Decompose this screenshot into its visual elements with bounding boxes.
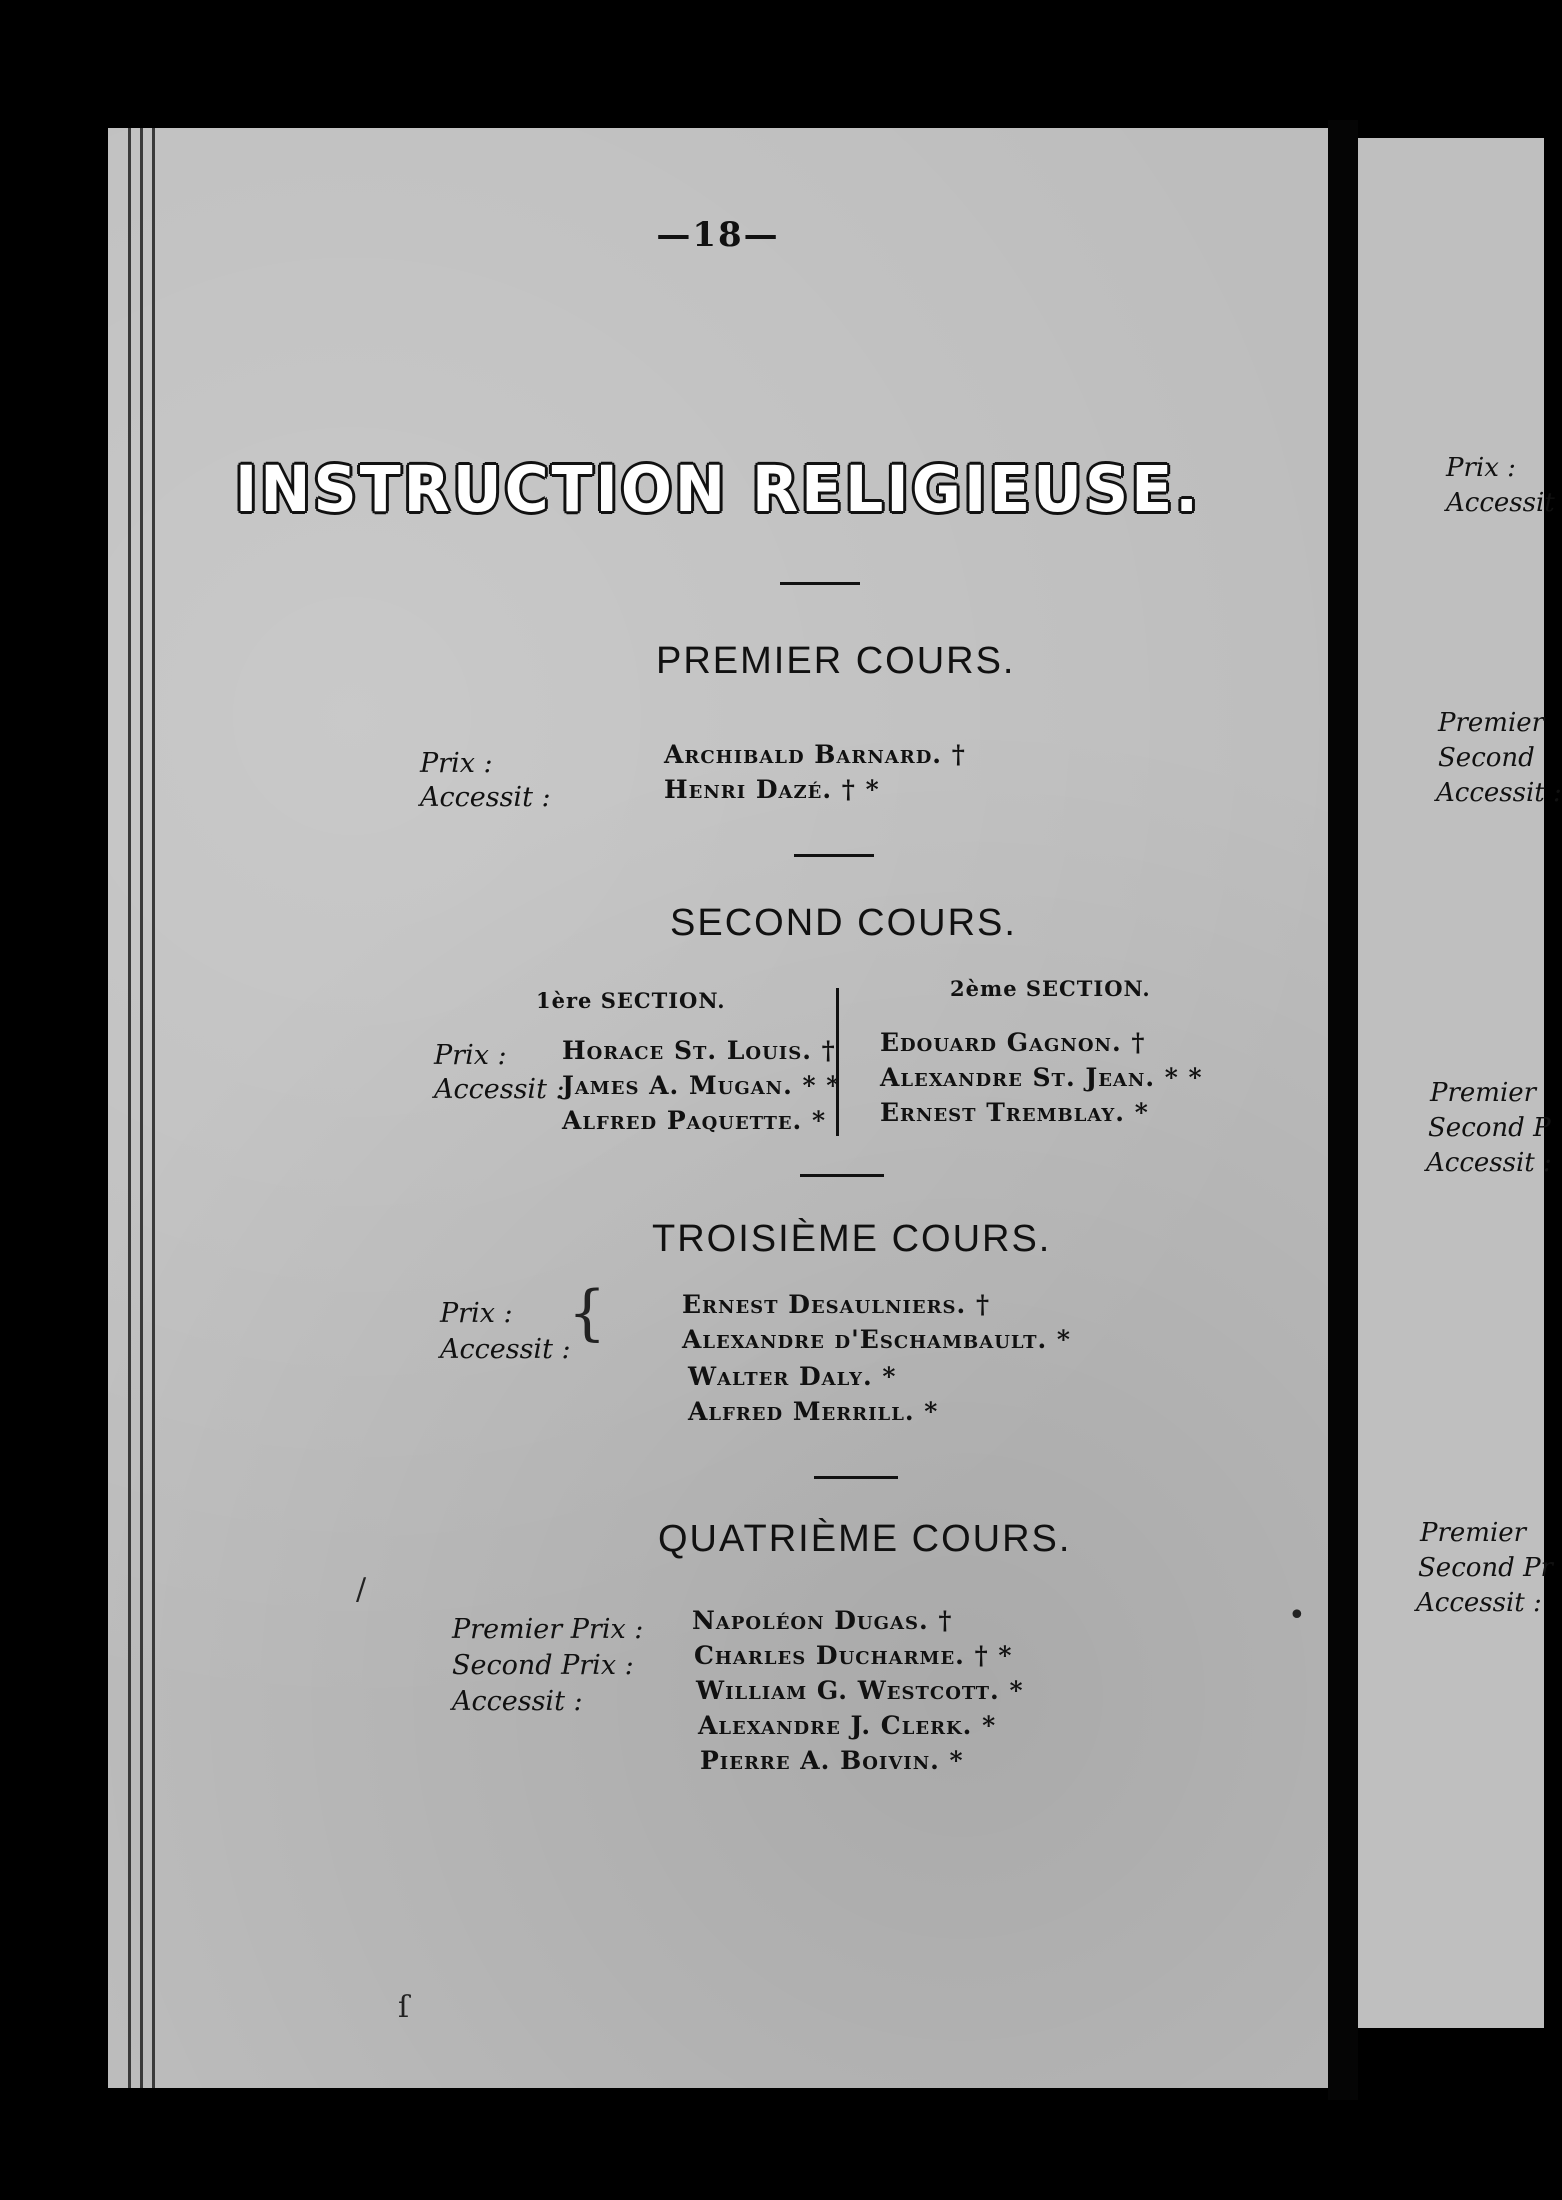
right-page-label: Premier — [1420, 1518, 1527, 1548]
right-page-label: Prix : — [1446, 453, 1516, 483]
prix-label: Prix : — [440, 1298, 513, 1329]
right-page-label: Accessit : — [1416, 1588, 1542, 1618]
prix-label: Prix : — [434, 1040, 507, 1071]
student-name: Alexandre J. Clerk. * — [698, 1711, 997, 1740]
student-name: James A. Mugan. * * — [562, 1071, 841, 1100]
second-cours-title: SECOND COURS. — [670, 902, 1017, 944]
student-name: Alexandre St. Jean. * * — [880, 1063, 1203, 1092]
right-page — [1358, 138, 1562, 2028]
section-2-heading: 2ème SECTION. — [950, 976, 1151, 1001]
brace-mark: { — [568, 1278, 607, 1348]
quatrieme-cours-title: QUATRIÈME COURS. — [658, 1518, 1072, 1560]
right-page-label: Accessit — [1446, 488, 1555, 518]
ink-mark: • — [1288, 1598, 1306, 1633]
student-name: Ernest Tremblay. * — [880, 1098, 1149, 1127]
student-name: Archibald Barnard. † — [664, 740, 966, 769]
premier-prix-label: Premier Prix : — [452, 1614, 644, 1645]
divider — [780, 582, 860, 585]
right-page-label: Second — [1438, 743, 1535, 773]
ink-mark: / — [356, 1572, 367, 1607]
section-divider — [836, 988, 839, 1136]
right-page-label: Second P — [1428, 1113, 1551, 1143]
student-name: Ernest Desaulniers. † — [682, 1290, 991, 1319]
second-prix-label: Second Prix : — [452, 1650, 634, 1681]
accessit-label: Accessit : — [434, 1074, 565, 1105]
student-name: Alfred Paquette. * — [562, 1106, 827, 1135]
right-page-label: Second Pr — [1418, 1553, 1553, 1583]
student-name: Alfred Merrill. * — [688, 1397, 939, 1426]
section-1-heading: 1ère SECTION. — [536, 988, 726, 1013]
student-name: William G. Westcott. * — [696, 1676, 1024, 1705]
page-number: —18— — [656, 215, 780, 255]
prix-label: Prix : — [420, 748, 493, 779]
premier-cours-title: PREMIER COURS. — [656, 640, 1016, 682]
student-name: Henri Dazé. † * — [664, 775, 880, 804]
accessit-label: Accessit : — [420, 782, 551, 813]
right-page-label: Accessit : — [1436, 778, 1562, 808]
right-page-label: Accessit : — [1426, 1148, 1552, 1178]
student-name: Edouard Gagnon. † — [880, 1028, 1146, 1057]
student-name: Pierre A. Boivin. * — [700, 1746, 964, 1775]
book-gutter — [1328, 120, 1358, 2100]
accessit-label: Accessit : — [440, 1334, 571, 1365]
ink-mark: ſ — [398, 1990, 410, 2025]
divider — [794, 854, 874, 857]
student-name: Charles Ducharme. † * — [694, 1641, 1013, 1670]
page-title: INSTRUCTION RELIGIEUSE. — [234, 453, 1201, 527]
divider — [800, 1174, 884, 1177]
student-name: Walter Daly. * — [688, 1362, 897, 1391]
left-page-content — [108, 0, 1328, 2200]
student-name: Alexandre d'Eschambault. * — [682, 1325, 1071, 1354]
right-page-label: Premier — [1438, 708, 1545, 738]
divider — [814, 1476, 898, 1479]
accessit-label: Accessit : — [452, 1686, 583, 1717]
student-name: Napoléon Dugas. † — [692, 1606, 953, 1635]
student-name: Horace St. Louis. † — [562, 1036, 836, 1065]
troisieme-cours-title: TROISIÈME COURS. — [652, 1218, 1052, 1260]
right-page-label: Premier — [1430, 1078, 1537, 1108]
